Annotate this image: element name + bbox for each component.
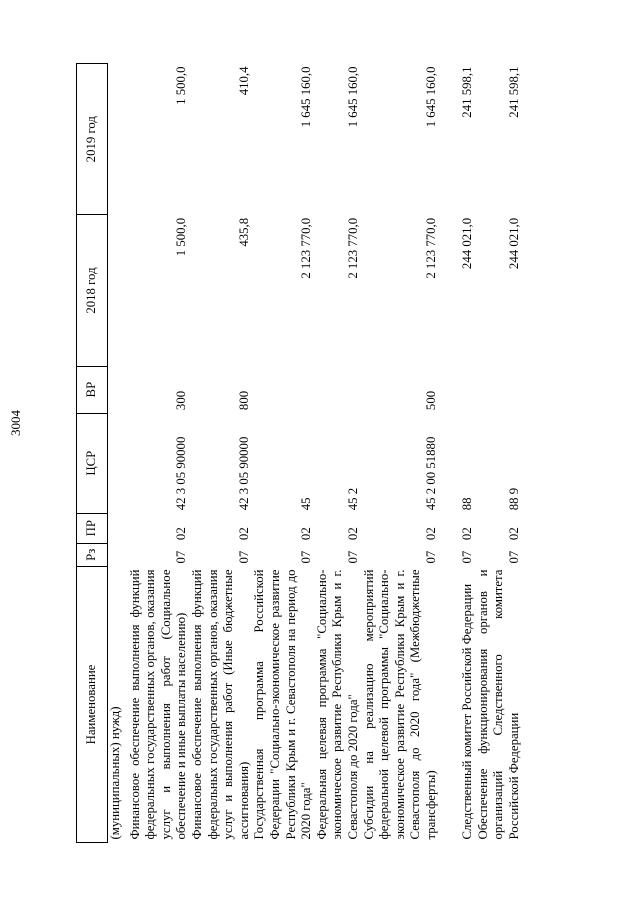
- page-number: 3004: [8, 410, 23, 436]
- row-vr: 300: [174, 390, 189, 411]
- row-2018: 244 021,0: [506, 217, 521, 270]
- row-csr: 45: [299, 497, 314, 511]
- row-vr: [252, 366, 314, 413]
- table-row: [362, 64, 440, 843]
- row-2019: 1 645 160,0: [299, 66, 314, 128]
- row-2019: 241 598,1: [506, 66, 521, 118]
- row-name: Следственный комитет Российской Федерации: [460, 583, 475, 840]
- row-name: Государственная программа Российской Федерации "Социально-экономическое развитие Республики Крым и г. Севастополя на период до 2020 года": [252, 569, 314, 840]
- row-rz: [108, 543, 128, 566]
- row-csr: 88: [460, 497, 475, 511]
- row-name: Федеральная целевая программа "Социально-экономическое развитие Республики Крым и г. Севастополя до 2020 года": [314, 569, 361, 840]
- row-rz: 07: [174, 550, 189, 564]
- row-vr: [440, 366, 476, 413]
- row-vr: [108, 366, 128, 413]
- row-pr: 02: [236, 527, 251, 541]
- header-pr: ПР: [77, 513, 108, 543]
- row-2018: 2 123 770,0: [424, 217, 439, 279]
- row-2019: 410,4: [236, 66, 251, 96]
- row-rz: 07: [424, 550, 439, 564]
- row-2019: 1 645 160,0: [346, 66, 361, 128]
- row-pr: [108, 513, 128, 543]
- row-name: Финансовое обеспечение выполнения функций федеральных государственных органов, оказания услуг и выполнения работ (Иные бюджетные ассигнования): [189, 569, 251, 840]
- row-2019: [108, 64, 128, 215]
- table-row: [476, 64, 523, 843]
- row-rz: 07: [460, 550, 475, 564]
- row-csr: 42 3 05 90000: [236, 436, 251, 511]
- row-2019: 1 500,0: [174, 66, 189, 105]
- header-row: [77, 64, 108, 843]
- row-2018: 1 500,0: [174, 217, 189, 257]
- row-rz: 07: [299, 550, 314, 564]
- row-name: Финансовое обеспечение выполнения функций федеральных государственных органов, оказания услуг и выполнения работ (Социальное обеспечение и иные выплаты населению): [127, 569, 189, 840]
- row-pr: 02: [424, 527, 439, 541]
- row-vr: 500: [424, 390, 439, 411]
- table-row: [440, 64, 476, 843]
- table-row: [315, 64, 362, 843]
- row-csr: 45 2 00 51880: [424, 436, 439, 511]
- row-name: (муниципальных) нужд): [108, 706, 122, 840]
- header-vr: ВР: [77, 366, 108, 413]
- header-csr: ЦСР: [77, 413, 108, 513]
- budget-table-container: [76, 63, 591, 843]
- row-2018: 2 123 770,0: [299, 217, 314, 279]
- row-2018: 244 021,0: [460, 217, 475, 270]
- header-name: Наименование: [77, 567, 108, 843]
- row-csr: 45 2: [346, 487, 361, 511]
- row-csr: 88 9: [506, 487, 521, 511]
- budget-table: [76, 63, 523, 843]
- header-rz: Рз: [77, 543, 108, 566]
- table-row: [128, 64, 190, 843]
- row-pr: 02: [299, 527, 314, 541]
- row-rz: 07: [346, 550, 361, 564]
- row-rz: 07: [236, 550, 251, 564]
- row-name: Субсидии на реализацию мероприятий федеральной целевой программы "Социально-экономическое развитие Республики Крым и г. Севастополя до 2020 года" (Межбюджетные трансферты): [361, 569, 439, 840]
- row-pr: 02: [174, 527, 189, 541]
- row-pr: 02: [460, 527, 475, 541]
- row-2018: [108, 215, 128, 366]
- row-vr: [315, 366, 362, 413]
- row-csr: [108, 413, 128, 513]
- table-row: [108, 64, 128, 843]
- table-row: [190, 64, 252, 843]
- row-vr: 800: [236, 390, 251, 411]
- row-csr: 42 3 05 90000: [174, 436, 189, 511]
- row-vr: [476, 366, 523, 413]
- row-2019: 241 598,1: [460, 66, 475, 118]
- row-2019: 1 645 160,0: [424, 66, 439, 128]
- row-pr: 02: [346, 527, 361, 541]
- row-2018: 435,8: [236, 217, 251, 247]
- row-2018: 2 123 770,0: [346, 217, 361, 279]
- header-2019: 2019 год: [77, 64, 108, 215]
- row-rz: 07: [506, 550, 521, 564]
- row-pr: 02: [506, 527, 521, 541]
- table-row: [252, 64, 314, 843]
- header-2018: 2018 год: [77, 215, 108, 366]
- row-name: Обеспечение функционирования органов и организаций Следственного комитета Российской Федерации: [475, 569, 521, 840]
